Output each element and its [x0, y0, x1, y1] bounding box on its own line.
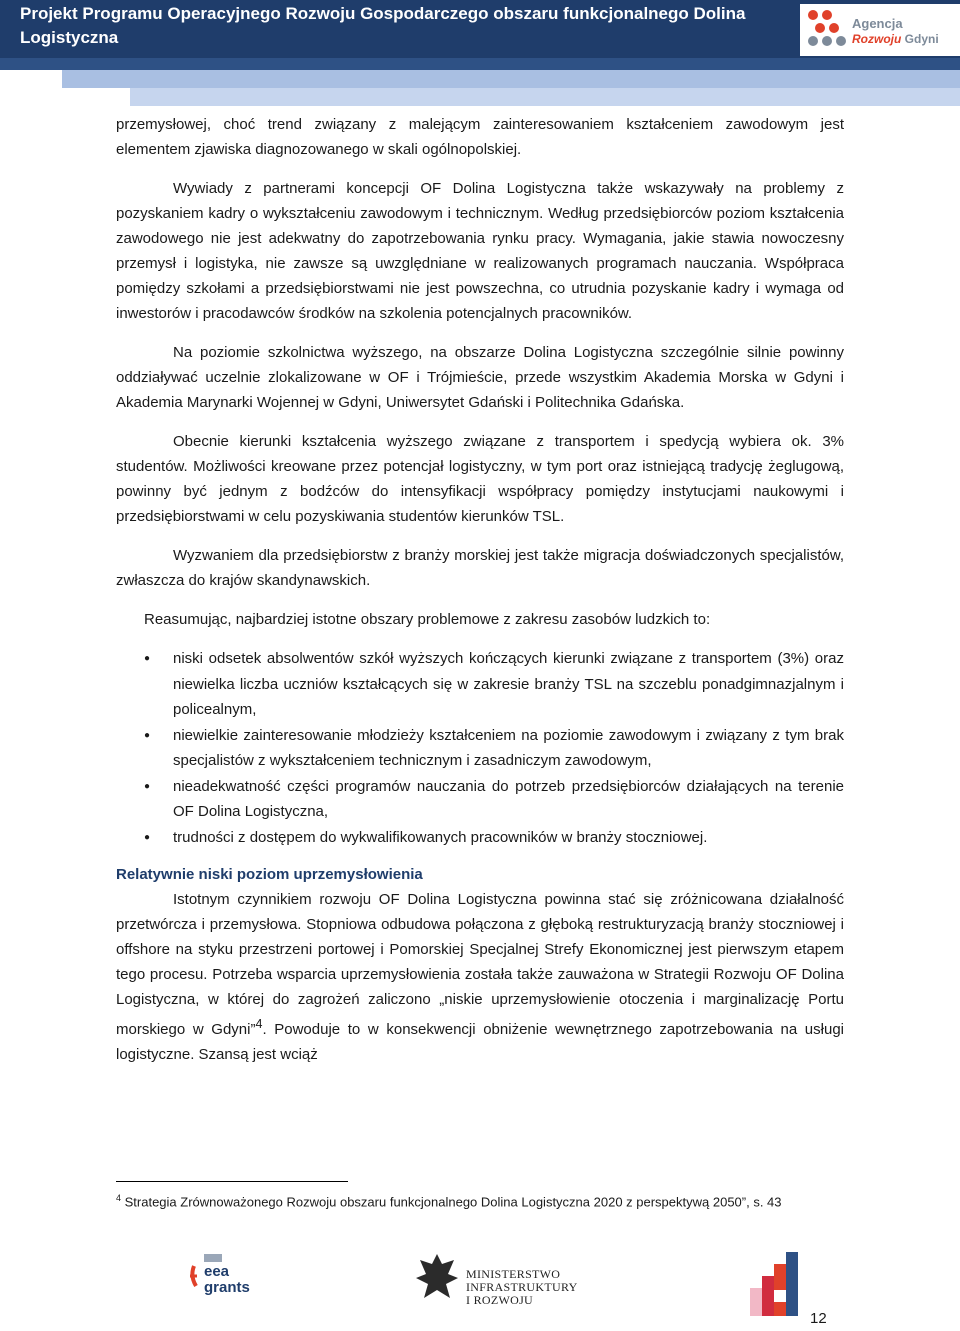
eea-grants-logo [188, 1252, 268, 1302]
header-stripe-lighter [130, 88, 960, 106]
footnote-ref[interactable]: 4 [255, 1017, 263, 1031]
paragraph-5: Wyzwaniem dla przedsiębiorstw z branży morskiej jest także migracja doświadczonych specjalistów, zwłaszcza do krajów skandynawskich. [116, 547, 844, 589]
svg-text:grants: grants [204, 1279, 250, 1296]
summary-intro: Reasumując, najbardziej istotne obszary problemowe z zakresu zasobów ludzkich to: [144, 611, 711, 628]
header-stripe-dark [0, 58, 960, 70]
footnote-rule [116, 1181, 348, 1182]
svg-text:eea: eea [204, 1263, 230, 1280]
eagle-emblem-icon [414, 1250, 460, 1308]
ministry-line: INFRASTRUKTURY [466, 1280, 578, 1294]
list-item: ● nieadekwatność części programów nauczania do potrzeb przedsiębiorców działających na terenie OF Dolina Logistyczna, [116, 774, 844, 825]
ministry-logo [414, 1250, 604, 1310]
paragraph-1: przemysłowej, choć trend związany z malejącym zainteresowaniem kształceniem zawodowym jest elementem zjawiska diagnozowanego w skali ogólnopolskiej. [116, 116, 844, 158]
ministry-line: MINISTERSTWO [466, 1267, 561, 1281]
ministry-line: I ROZWOJU [466, 1293, 534, 1307]
paragraph-4: Obecnie kierunki kształcenia wyższego związane z transportem i spedycją wybiera ok. 3% studentów. Możliwości kreowane przez potencjał logistyczny, w tym port oraz istniejącą tradycję żeglugową, powinny być jednym z bodźców do intensyfikacji współpracy pomiędzy instytucjami naukowymi i przedsiębiorstwami w celu pozyskiwania studentów kierunków TSL. [116, 433, 844, 525]
list-item: ● trudności z dostępem do wykwalifikowanych pracowników w branży stoczniowej. [116, 825, 844, 851]
paragraph-6-part-a: Istotnym czynnikiem rozwoju OF Dolina Logistyczna powinna stać się zróżnicowana działalność przetwórcza i przemysłowa. Stopniowa odbudowa połączona z głęboką restrukturyzacją branży stoczniowej i offshore na styku przestrzeni portowej i Pomorskiej Specjalnej Strefy Ekonomicznej jest pierwszym etapem tego procesu. Potrzeba wsparcia uprzemysłowienia została także zauważona w Strategii Rozwoju OF Dolina Logistyczna, w której do zagrożeń zaliczono „niskie uprzemysłowienie otoczenia i marginalizację Portu morskiego w Gdyni” [116, 891, 844, 1038]
header-stripe-light [62, 70, 960, 88]
section-heading: Relatywnie niski poziom uprzemysłowienia [116, 866, 423, 883]
problem-list [116, 646, 844, 850]
logo-rozwoju: Rozwoju [852, 32, 902, 46]
document-title: Projekt Programu Operacyjnego Rozwoju Gospodarczego obszaru funkcjonalnego Dolina Logistyczna [20, 4, 746, 47]
footnote-number: 4 [116, 1193, 122, 1203]
logo-text-agency: Agencja [852, 16, 903, 31]
list-item: ● niewielkie zainteresowanie młodzieży kształceniem na poziomie zawodowym i związany z tym brak specjalistów z wykształceniem technicznym i zasadniczym zawodowym, [116, 723, 844, 774]
paragraph-6 [116, 887, 844, 1067]
paragraph-3: Na poziomie szkolnictwa wyższego, na obszarze Dolina Logistyczna szczególnie silnie powinny oddziaływać uczelnie zlokalizowane w OF i Trójmieście, przede wszystkim Akademia Morska w Gdyni i Akademia Marynarki Wojennej w Gdyni, Uniwersytet Gdański i Politechnika Gdańska. [116, 344, 844, 411]
paragraph-6-part-b: . Powoduje to w konsekwencji obniżenie wewnętrznego zapotrzebowania na usługi logistyczne. Szansą jest wciąż [116, 1021, 844, 1063]
paragraph-2: Wywiady z partnerami koncepcji OF Dolina Logistyczna także wskazywały na problemy z pozyskaniem kadry o wykształceniu zawodowym i technicznym. Według przedsiębiorców poziom kształcenia zawodowego nie jest adekwatny do zapotrzebowania rynku pracy. Wymagania, jakie stawia nowoczesny przemysł i logistyka, nie zawsze są uwzględniane w realizowanych programach nauczania. Współpraca pomiędzy szkołami a przedsiębiorstwami nie jest powszechna, co utrudnia pozyskanie kadry i wymaga od inwestorów i pracodawców środków na szkolenia potencjalnych pracowników. [116, 180, 844, 322]
logo-text-rozwoju [852, 32, 939, 46]
document-body [116, 112, 844, 1067]
footnote [116, 1188, 844, 1212]
footnote-text: Strategia Zrównoważonego Rozwoju obszaru funkcjonalnego Dolina Logistyczna 2020 z perspektywą 2050”, s. 43 [121, 1194, 782, 1210]
list-item: ● niski odsetek absolwentów szkół wyższych kończących kierunki związane z transportem (3%) oraz niewielka liczba uczniów kształcących się w zakresie branży TSL na szczeblu ponadgimnazjalnym i policealnym, [116, 646, 844, 723]
ministry-name [466, 1268, 578, 1307]
eu-fund-logo [748, 1250, 808, 1318]
agency-logo [800, 4, 960, 56]
logo-gdyni: Gdyni [904, 32, 939, 46]
page-number: 12 [810, 1310, 827, 1327]
